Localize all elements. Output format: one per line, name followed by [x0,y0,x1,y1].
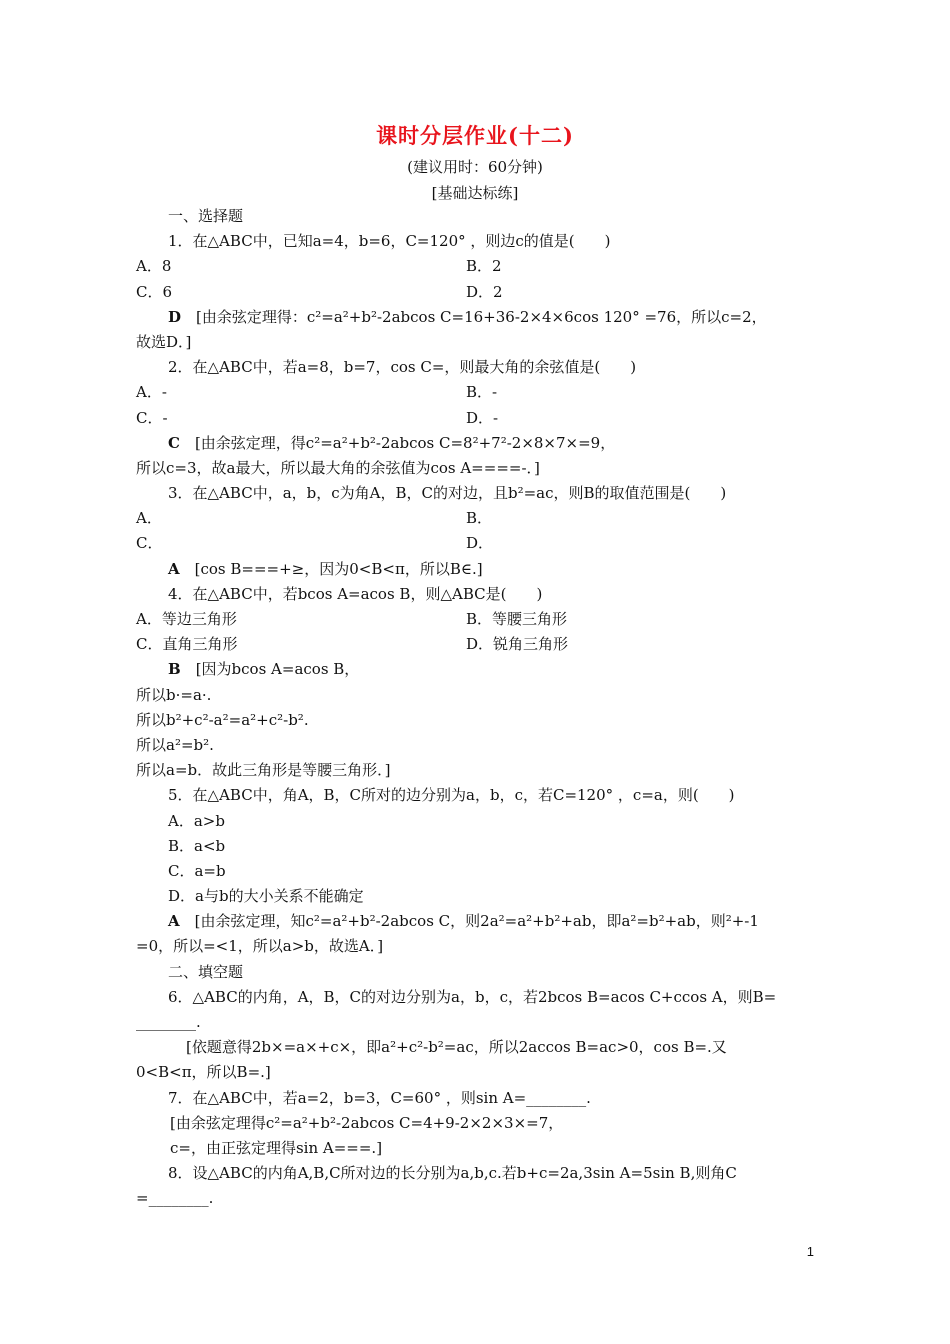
text-line [136,456,816,481]
line-text: B．a<b [168,836,226,855]
text-line [136,985,816,1010]
text-line [136,834,816,859]
text-line [136,657,816,682]
line-text: D．a与b的大小关系不能确定 [168,887,364,906]
option-right: B．等腰三角形 [466,610,568,628]
text-line [136,708,816,733]
text-line [136,506,816,531]
line-text: [由余弦定理得c²=a²+b²-2abcos C=4+9-2×2×3×=7， [170,1113,564,1132]
line-text: 5．在△ABC中，角A，B，C所对的边分别为a，b，c，若C=120° ，c=a，则( ) [168,786,735,805]
line-text: 所以a²=b². [136,735,214,754]
document-body [136,204,816,1212]
text-line [136,909,816,934]
text-line [136,783,816,808]
text-line [136,229,816,254]
text-line [136,1086,816,1111]
text-line [136,1186,816,1211]
text-line [136,632,816,657]
text-line [136,960,816,985]
line-text: 所以b·=a·. [136,685,212,704]
text-line [136,355,816,380]
line-text: A．等边三角形 [136,610,237,628]
line-text: C． [136,534,163,553]
line-text: C．6 [136,282,173,301]
line-text: 所以b²+c²-a²=a²+c²-b². [136,710,309,729]
line-text: A [由余弦定理，知c²=a²+b²-2abcos C，则2a²=a²+b²+ab，即a²=b²+ab，则²+-1 [168,912,759,931]
text-line [136,305,816,330]
line-text: B [因为bcos A=acos B， [168,660,360,679]
line-text: A [cos B===+≥，因为0<B<π，所以B∈.] [168,559,483,578]
line-text: A．a>b [168,811,225,830]
option-right: D．- [466,408,499,427]
text-line [136,1060,816,1085]
text-line [136,204,816,229]
text-line [136,683,816,708]
line-text: C．直角三角形 [136,635,238,654]
option-right: D． [466,534,494,553]
text-line [136,1035,816,1060]
text-line [136,934,816,959]
line-text: 1．在△ABC中，已知a=4，b=6，C=120° ，则边c的值是( ) [168,232,611,251]
text-line [136,758,816,783]
line-text: 4．在△ABC中，若bcos A=acos B，则△ABC是( ) [168,584,543,603]
answer-letter: A [168,912,180,931]
line-text: 8．设△ABC的内角A,B,C所对边的长分别为a,b,c.若b+c=2a,3sin A=5sin B,则角C [168,1164,737,1183]
line-text: [依题意得2b×=a×+c×，即a²+c²-b²=ac，所以2accos B=ac>0，cos B=.又 [186,1038,727,1057]
answer-letter: D [168,307,182,326]
text-line [136,1111,816,1136]
text-line [136,280,816,305]
line-text: D [由余弦定理得：c²=a²+b²-2abcos C=16+36-2×4×6cos 120° =76，所以c=2， [168,307,767,326]
text-line [136,733,816,758]
line-text: 2．在△ABC中，若a=8，b=7，cos C=，则最大角的余弦值是( ) [168,358,637,377]
text-line [136,582,816,607]
page-number: 1 [806,1244,814,1259]
text-line [136,406,816,431]
option-right: D．锐角三角形 [466,635,569,654]
text-line [136,557,816,582]
line-text: 0<B<π，所以B=.] [136,1063,271,1082]
text-line [136,884,816,909]
line-text: A．- [136,383,167,402]
option-right: D．2 [466,282,503,301]
option-right: B．- [466,383,498,402]
line-text: A． [136,509,162,528]
line-text: 7．在△ABC中，若a=2，b=3，C=60° ，则sin A=________. [168,1088,591,1107]
line-text: C．a=b [168,861,226,880]
page-subtitle: (建议用时：60分钟) [407,158,543,176]
text-line [136,607,816,632]
section-tag: [基础达标练] [431,184,519,202]
text-line [136,1136,816,1161]
line-text: 6．△ABC的内角，A，B，C的对边分别为a，b，c，若2bcos B=acos C+ccos A，则B= [168,987,777,1006]
text-line [136,330,816,355]
text-line [136,531,816,556]
text-line [136,1161,816,1186]
answer-letter: C [168,433,180,452]
answer-letter: A [168,559,180,578]
line-text: =0，所以=<1，所以a>b，故选A．] [136,937,384,956]
line-text: A．8 [136,257,172,276]
text-line [136,254,816,279]
answer-letter: B [168,660,181,679]
text-line [136,859,816,884]
page-title: 课时分层作业(十二) [376,123,574,148]
line-text: c=，由正弦定理得sin A===.] [170,1138,383,1157]
line-text: 故选D．] [136,332,192,351]
line-text: 所以c=3，故a最大，所以最大角的余弦值为cos A====-．] [136,458,540,477]
text-line [136,1010,816,1035]
line-text: =________. [136,1189,214,1208]
line-text: 一、选择题 [168,207,244,225]
line-text: 所以a=b．故此三角形是等腰三角形．] [136,761,391,780]
text-line [136,481,816,506]
line-text: 二、填空题 [168,962,244,981]
option-right: B． [466,509,493,528]
text-line [136,380,816,405]
line-text: ________. [136,1013,201,1031]
text-line [136,809,816,834]
text-line [136,431,816,456]
line-text: C．- [136,408,168,427]
line-text: 3．在△ABC中，a，b，c为角A，B，C的对边，且b²=ac，则B的取值范围是( ) [168,484,727,503]
option-right: B．2 [466,257,502,276]
line-text: C [由余弦定理，得c²=a²+b²-2abcos C=8²+7²-2×8×7×=9， [168,433,616,452]
